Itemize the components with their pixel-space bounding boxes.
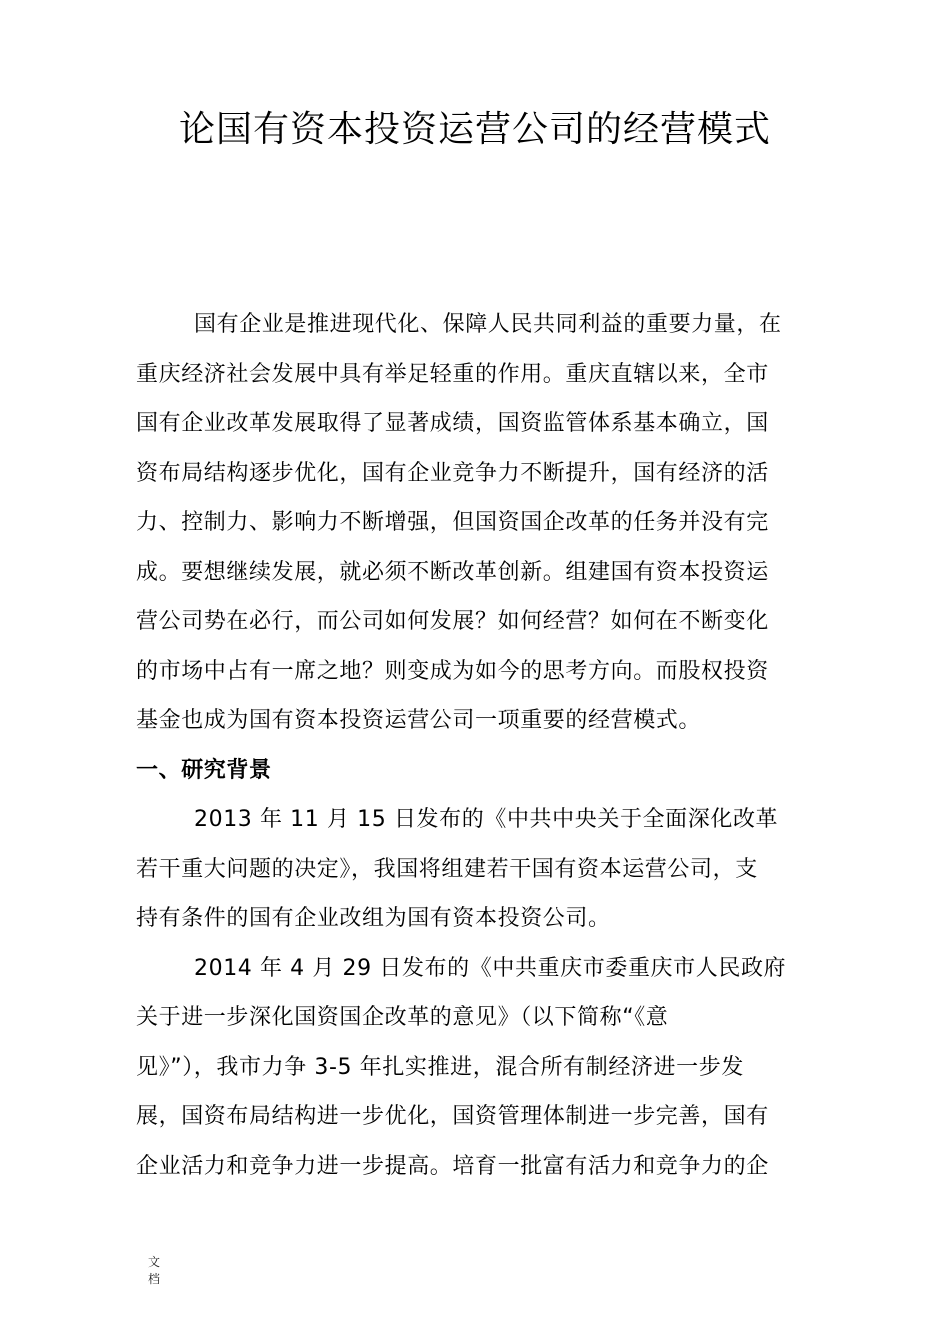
body-line: 关于进一步深化国资国企改革的意见》（以下简称“《意	[136, 1005, 669, 1030]
body-line: 国有企业改革发展取得了显著成绩，国资监管体系基本确立，国	[136, 411, 769, 436]
document-body	[136, 300, 836, 1191]
body-line: 的市场中占有一席之地？则变成为如今的思考方向。而股权投资	[136, 658, 769, 684]
body-line: 展，国资布局结构进一步优化，国资管理体制进一步完善，国有	[136, 1104, 769, 1129]
section-heading: 一、研究背景	[136, 757, 272, 783]
body-line: 见》”），我市力争 3-5 年扎实推进，混合所有制经济进一步发	[136, 1054, 744, 1080]
footer-watermark: 文档	[147, 1255, 160, 1286]
body-line: 营公司势在必行，而公司如何发展？如何经营？如何在不断变化	[136, 609, 769, 634]
body-line: 2014 年 4 月 29 日发布的《中共重庆市委重庆市人民政府	[194, 955, 787, 981]
body-line: 重庆经济社会发展中具有举足轻重的作用。重庆直辖以来，全市	[136, 361, 769, 387]
body-line: 资布局结构逐步优化，国有企业竞争力不断提升，国有经济的活	[136, 460, 769, 486]
body-line: 企业活力和竞争力进一步提高。培育一批富有活力和竞争力的企	[136, 1153, 769, 1179]
body-line: 力、控制力、影响力不断增强，但国资国企改革的任务并没有完	[136, 510, 769, 535]
body-line: 2013 年 11 月 15 日发布的《中共中央关于全面深化改革	[194, 807, 779, 832]
document-title: 论国有资本投资运营公司的经营模式	[178, 109, 771, 150]
body-line: 持有条件的国有企业改组为国有资本投资公司。	[136, 906, 611, 931]
body-line: 成。要想继续发展，就必须不断改革创新。组建国有资本投资运	[136, 559, 769, 585]
body-line: 基金也成为国有资本投资运营公司一项重要的经营模式。	[136, 708, 702, 733]
body-line: 若干重大问题的决定》，我国将组建若干国有资本运营公司，支	[136, 856, 758, 882]
body-line: 国有企业是推进现代化、保障人民共同利益的重要力量，在	[194, 312, 782, 337]
